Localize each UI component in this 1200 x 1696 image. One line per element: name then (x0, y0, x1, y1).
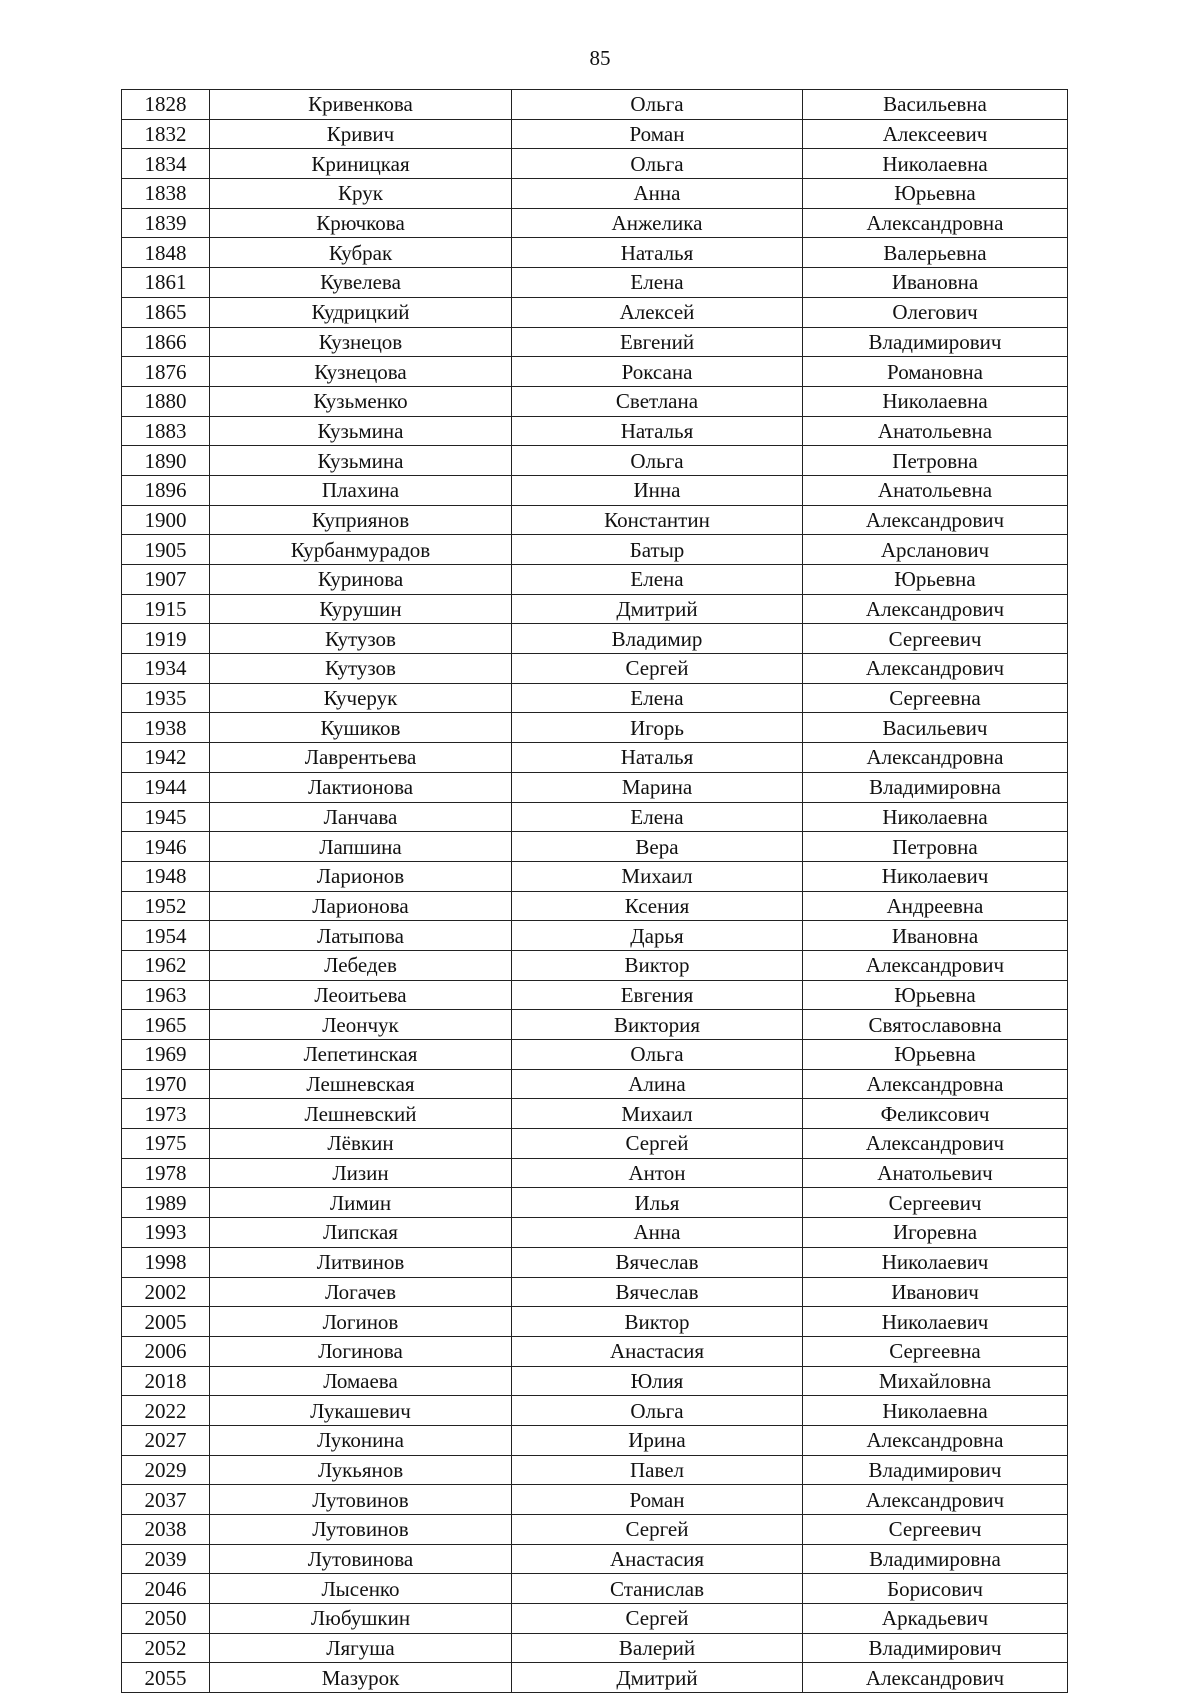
patronymic-cell: Александрович (803, 594, 1068, 624)
table-row (122, 1544, 1068, 1574)
table-row (122, 416, 1068, 446)
patronymic-cell: Олегович (803, 297, 1068, 327)
table-row (122, 446, 1068, 476)
table-row (122, 802, 1068, 832)
table-row (122, 535, 1068, 565)
patronymic-cell: Юрьевна (803, 980, 1068, 1010)
patronymic-cell: Анатольевич (803, 1158, 1068, 1188)
patronymic-cell: Николаевна (803, 802, 1068, 832)
record-number-cell: 1969 (122, 1040, 210, 1070)
first-name-cell: Сергей (512, 1515, 803, 1545)
patronymic-cell: Святославовна (803, 1010, 1068, 1040)
table-row (122, 980, 1068, 1010)
record-number-cell: 1876 (122, 357, 210, 387)
first-name-cell: Сергей (512, 1129, 803, 1159)
table-row (122, 1069, 1068, 1099)
record-number-cell: 1861 (122, 268, 210, 298)
first-name-cell: Ольга (512, 1396, 803, 1426)
last-name-cell: Ломаева (210, 1366, 512, 1396)
patronymic-cell: Александровна (803, 743, 1068, 773)
first-name-cell: Михаил (512, 1099, 803, 1129)
patronymic-cell: Николаевна (803, 149, 1068, 179)
patronymic-cell: Владимирович (803, 1455, 1068, 1485)
last-name-cell: Лутовинов (210, 1485, 512, 1515)
last-name-cell: Логинова (210, 1336, 512, 1366)
last-name-cell: Ларионов (210, 861, 512, 891)
first-name-cell: Вера (512, 832, 803, 862)
last-name-cell: Лёвкин (210, 1129, 512, 1159)
record-number-cell: 1907 (122, 565, 210, 595)
table-row (122, 1396, 1068, 1426)
patronymic-cell: Николаевич (803, 1247, 1068, 1277)
record-number-cell: 1954 (122, 921, 210, 951)
table-row (122, 654, 1068, 684)
last-name-cell: Крючкова (210, 208, 512, 238)
patronymic-cell: Юрьевна (803, 179, 1068, 209)
record-number-cell: 1828 (122, 90, 210, 120)
table-row (122, 505, 1068, 535)
last-name-cell: Лутовинов (210, 1515, 512, 1545)
first-name-cell: Анжелика (512, 208, 803, 238)
patronymic-cell: Владимировна (803, 772, 1068, 802)
last-name-cell: Лутовинова (210, 1544, 512, 1574)
record-number-cell: 1989 (122, 1188, 210, 1218)
last-name-cell: Кубрак (210, 238, 512, 268)
first-name-cell: Роксана (512, 357, 803, 387)
first-name-cell: Роман (512, 1485, 803, 1515)
first-name-cell: Елена (512, 802, 803, 832)
record-number-cell: 1848 (122, 238, 210, 268)
table-row (122, 1307, 1068, 1337)
last-name-cell: Кувелева (210, 268, 512, 298)
last-name-cell: Лимин (210, 1188, 512, 1218)
record-number-cell: 1970 (122, 1069, 210, 1099)
record-number-cell: 1866 (122, 327, 210, 357)
patronymic-cell: Михайловна (803, 1366, 1068, 1396)
patronymic-cell: Арсланович (803, 535, 1068, 565)
first-name-cell: Инна (512, 475, 803, 505)
record-number-cell: 1832 (122, 119, 210, 149)
record-number-cell: 2037 (122, 1485, 210, 1515)
patronymic-cell: Владимирович (803, 1633, 1068, 1663)
table-row (122, 1425, 1068, 1455)
first-name-cell: Игорь (512, 713, 803, 743)
record-number-cell: 1883 (122, 416, 210, 446)
table-row (122, 1099, 1068, 1129)
record-number-cell: 2052 (122, 1633, 210, 1663)
last-name-cell: Лизин (210, 1158, 512, 1188)
record-number-cell: 1838 (122, 179, 210, 209)
table-row (122, 1247, 1068, 1277)
patronymic-cell: Владимировна (803, 1544, 1068, 1574)
first-name-cell: Анастасия (512, 1544, 803, 1574)
last-name-cell: Кушиков (210, 713, 512, 743)
table-row (122, 238, 1068, 268)
first-name-cell: Валерий (512, 1633, 803, 1663)
last-name-cell: Липская (210, 1218, 512, 1248)
first-name-cell: Елена (512, 565, 803, 595)
patronymic-cell: Васильевич (803, 713, 1068, 743)
table-row (122, 149, 1068, 179)
patronymic-cell: Юрьевна (803, 565, 1068, 595)
record-number-cell: 1880 (122, 386, 210, 416)
table-row (122, 772, 1068, 802)
first-name-cell: Виктор (512, 950, 803, 980)
first-name-cell: Ольга (512, 1040, 803, 1070)
first-name-cell: Елена (512, 268, 803, 298)
last-name-cell: Куринова (210, 565, 512, 595)
record-number-cell: 1834 (122, 149, 210, 179)
patronymic-cell: Николаевич (803, 861, 1068, 891)
patronymic-cell: Николаевна (803, 386, 1068, 416)
first-name-cell: Илья (512, 1188, 803, 1218)
patronymic-cell: Петровна (803, 446, 1068, 476)
patronymic-cell: Алексеевич (803, 119, 1068, 149)
last-name-cell: Леончук (210, 1010, 512, 1040)
record-number-cell: 1934 (122, 654, 210, 684)
last-name-cell: Луконина (210, 1425, 512, 1455)
record-number-cell: 1839 (122, 208, 210, 238)
table-row (122, 713, 1068, 743)
patronymic-cell: Александровна (803, 1069, 1068, 1099)
record-number-cell: 1965 (122, 1010, 210, 1040)
first-name-cell: Наталья (512, 743, 803, 773)
first-name-cell: Светлана (512, 386, 803, 416)
last-name-cell: Крук (210, 179, 512, 209)
record-number-cell: 1935 (122, 683, 210, 713)
table-row (122, 1604, 1068, 1634)
table-row (122, 1277, 1068, 1307)
patronymic-cell: Александрович (803, 1485, 1068, 1515)
last-name-cell: Леоитьева (210, 980, 512, 1010)
table-row (122, 1158, 1068, 1188)
table-row (122, 861, 1068, 891)
first-name-cell: Ирина (512, 1425, 803, 1455)
first-name-cell: Роман (512, 119, 803, 149)
table-row (122, 1366, 1068, 1396)
last-name-cell: Лягуша (210, 1633, 512, 1663)
patronymic-cell: Ивановна (803, 921, 1068, 951)
record-number-cell: 1945 (122, 802, 210, 832)
patronymic-cell: Сергеевна (803, 1336, 1068, 1366)
last-name-cell: Ланчава (210, 802, 512, 832)
first-name-cell: Анна (512, 179, 803, 209)
last-name-cell: Лебедев (210, 950, 512, 980)
record-number-cell: 1890 (122, 446, 210, 476)
first-name-cell: Елена (512, 683, 803, 713)
first-name-cell: Владимир (512, 624, 803, 654)
record-number-cell: 1919 (122, 624, 210, 654)
first-name-cell: Павел (512, 1455, 803, 1485)
patronymic-cell: Анатольевна (803, 416, 1068, 446)
last-name-cell: Лаврентьева (210, 743, 512, 773)
patronymic-cell: Александрович (803, 950, 1068, 980)
table-row (122, 743, 1068, 773)
table-row (122, 624, 1068, 654)
record-number-cell: 1975 (122, 1129, 210, 1159)
last-name-cell: Кузнецова (210, 357, 512, 387)
patronymic-cell: Александрович (803, 1129, 1068, 1159)
last-name-cell: Лешневский (210, 1099, 512, 1129)
record-number-cell: 2029 (122, 1455, 210, 1485)
first-name-cell: Анна (512, 1218, 803, 1248)
patronymic-cell: Сергеевна (803, 683, 1068, 713)
record-number-cell: 2002 (122, 1277, 210, 1307)
last-name-cell: Лешневская (210, 1069, 512, 1099)
first-name-cell: Евгения (512, 980, 803, 1010)
table-row (122, 357, 1068, 387)
table-row (122, 327, 1068, 357)
last-name-cell: Ларионова (210, 891, 512, 921)
table-row (122, 179, 1068, 209)
last-name-cell: Литвинов (210, 1247, 512, 1277)
patronymic-cell: Аркадьевич (803, 1604, 1068, 1634)
table-row (122, 1336, 1068, 1366)
patronymic-cell: Владимирович (803, 327, 1068, 357)
last-name-cell: Кривич (210, 119, 512, 149)
table-row (122, 1455, 1068, 1485)
first-name-cell: Алексей (512, 297, 803, 327)
first-name-cell: Анастасия (512, 1336, 803, 1366)
record-number-cell: 1948 (122, 861, 210, 891)
table-row (122, 475, 1068, 505)
record-number-cell: 1962 (122, 950, 210, 980)
table-row (122, 386, 1068, 416)
patronymic-cell: Александрович (803, 1663, 1068, 1693)
first-name-cell: Вячеслав (512, 1277, 803, 1307)
last-name-cell: Логачев (210, 1277, 512, 1307)
last-name-cell: Курбанмурадов (210, 535, 512, 565)
table-row (122, 208, 1068, 238)
first-name-cell: Ксения (512, 891, 803, 921)
table-row (122, 1010, 1068, 1040)
last-name-cell: Лысенко (210, 1574, 512, 1604)
last-name-cell: Плахина (210, 475, 512, 505)
record-number-cell: 1952 (122, 891, 210, 921)
last-name-cell: Кудрицкий (210, 297, 512, 327)
first-name-cell: Ольга (512, 149, 803, 179)
record-number-cell: 2046 (122, 1574, 210, 1604)
last-name-cell: Куприянов (210, 505, 512, 535)
record-number-cell: 1963 (122, 980, 210, 1010)
record-number-cell: 1978 (122, 1158, 210, 1188)
patronymic-cell: Петровна (803, 832, 1068, 862)
patronymic-cell: Николаевич (803, 1307, 1068, 1337)
patronymic-cell: Александровна (803, 208, 1068, 238)
record-number-cell: 2055 (122, 1663, 210, 1693)
patronymic-cell: Валерьевна (803, 238, 1068, 268)
last-name-cell: Кутузов (210, 624, 512, 654)
table-row (122, 1515, 1068, 1545)
record-number-cell: 2027 (122, 1425, 210, 1455)
last-name-cell: Лукьянов (210, 1455, 512, 1485)
first-name-cell: Алина (512, 1069, 803, 1099)
first-name-cell: Дмитрий (512, 594, 803, 624)
table-row (122, 921, 1068, 951)
last-name-cell: Лапшина (210, 832, 512, 862)
record-number-cell: 2018 (122, 1366, 210, 1396)
table-row (122, 891, 1068, 921)
table-row (122, 832, 1068, 862)
table-row (122, 1218, 1068, 1248)
table-row (122, 1663, 1068, 1693)
first-name-cell: Константин (512, 505, 803, 535)
first-name-cell: Вячеслав (512, 1247, 803, 1277)
table-row (122, 268, 1068, 298)
first-name-cell: Юлия (512, 1366, 803, 1396)
patronymic-cell: Юрьевна (803, 1040, 1068, 1070)
last-name-cell: Лепетинская (210, 1040, 512, 1070)
patronymic-cell: Анатольевна (803, 475, 1068, 505)
record-number-cell: 1905 (122, 535, 210, 565)
record-number-cell: 2006 (122, 1336, 210, 1366)
record-number-cell: 1973 (122, 1099, 210, 1129)
first-name-cell: Марина (512, 772, 803, 802)
first-name-cell: Михаил (512, 861, 803, 891)
last-name-cell: Логинов (210, 1307, 512, 1337)
patronymic-cell: Александровна (803, 1425, 1068, 1455)
first-name-cell: Антон (512, 1158, 803, 1188)
record-number-cell: 1896 (122, 475, 210, 505)
patronymic-cell: Александрович (803, 654, 1068, 684)
patronymic-cell: Васильевна (803, 90, 1068, 120)
last-name-cell: Латыпова (210, 921, 512, 951)
first-name-cell: Ольга (512, 446, 803, 476)
last-name-cell: Мазурок (210, 1663, 512, 1693)
table-row (122, 565, 1068, 595)
last-name-cell: Криницкая (210, 149, 512, 179)
last-name-cell: Любушкин (210, 1604, 512, 1634)
last-name-cell: Кузнецов (210, 327, 512, 357)
table-row (122, 1188, 1068, 1218)
last-name-cell: Кузьменко (210, 386, 512, 416)
record-number-cell: 1865 (122, 297, 210, 327)
last-name-cell: Кривенкова (210, 90, 512, 120)
name-list-table (121, 89, 1068, 1693)
patronymic-cell: Сергеевич (803, 1515, 1068, 1545)
record-number-cell: 1915 (122, 594, 210, 624)
table-row (122, 683, 1068, 713)
first-name-cell: Наталья (512, 416, 803, 446)
record-number-cell: 1946 (122, 832, 210, 862)
first-name-cell: Ольга (512, 90, 803, 120)
table-row (122, 1040, 1068, 1070)
record-number-cell: 1938 (122, 713, 210, 743)
last-name-cell: Кузьмина (210, 416, 512, 446)
page-number: 85 (589, 46, 611, 70)
last-name-cell: Курушин (210, 594, 512, 624)
patronymic-cell: Сергеевич (803, 624, 1068, 654)
first-name-cell: Батыр (512, 535, 803, 565)
first-name-cell: Виктория (512, 1010, 803, 1040)
table-row (122, 1485, 1068, 1515)
patronymic-cell: Борисович (803, 1574, 1068, 1604)
patronymic-cell: Романовна (803, 357, 1068, 387)
last-name-cell: Лукашевич (210, 1396, 512, 1426)
table-row (122, 90, 1068, 120)
record-number-cell: 2022 (122, 1396, 210, 1426)
first-name-cell: Сергей (512, 1604, 803, 1634)
patronymic-cell: Николаевна (803, 1396, 1068, 1426)
table-row (122, 950, 1068, 980)
first-name-cell: Сергей (512, 654, 803, 684)
patronymic-cell: Игоревна (803, 1218, 1068, 1248)
first-name-cell: Евгений (512, 327, 803, 357)
record-number-cell: 2039 (122, 1544, 210, 1574)
table-row (122, 297, 1068, 327)
first-name-cell: Станислав (512, 1574, 803, 1604)
record-number-cell: 1900 (122, 505, 210, 535)
table-row (122, 1129, 1068, 1159)
record-number-cell: 1942 (122, 743, 210, 773)
record-number-cell: 2038 (122, 1515, 210, 1545)
record-number-cell: 1944 (122, 772, 210, 802)
last-name-cell: Кузьмина (210, 446, 512, 476)
first-name-cell: Наталья (512, 238, 803, 268)
patronymic-cell: Ивановна (803, 268, 1068, 298)
record-number-cell: 2005 (122, 1307, 210, 1337)
record-number-cell: 2050 (122, 1604, 210, 1634)
last-name-cell: Кутузов (210, 654, 512, 684)
table-row (122, 594, 1068, 624)
patronymic-cell: Андреевна (803, 891, 1068, 921)
table-row (122, 1574, 1068, 1604)
table-row (122, 1633, 1068, 1663)
patronymic-cell: Иванович (803, 1277, 1068, 1307)
last-name-cell: Лактионова (210, 772, 512, 802)
table-row (122, 119, 1068, 149)
last-name-cell: Кучерук (210, 683, 512, 713)
patronymic-cell: Сергеевич (803, 1188, 1068, 1218)
first-name-cell: Дарья (512, 921, 803, 951)
record-number-cell: 1998 (122, 1247, 210, 1277)
first-name-cell: Дмитрий (512, 1663, 803, 1693)
name-list-body (122, 90, 1068, 1693)
record-number-cell: 1993 (122, 1218, 210, 1248)
patronymic-cell: Александрович (803, 505, 1068, 535)
patronymic-cell: Феликсович (803, 1099, 1068, 1129)
first-name-cell: Виктор (512, 1307, 803, 1337)
